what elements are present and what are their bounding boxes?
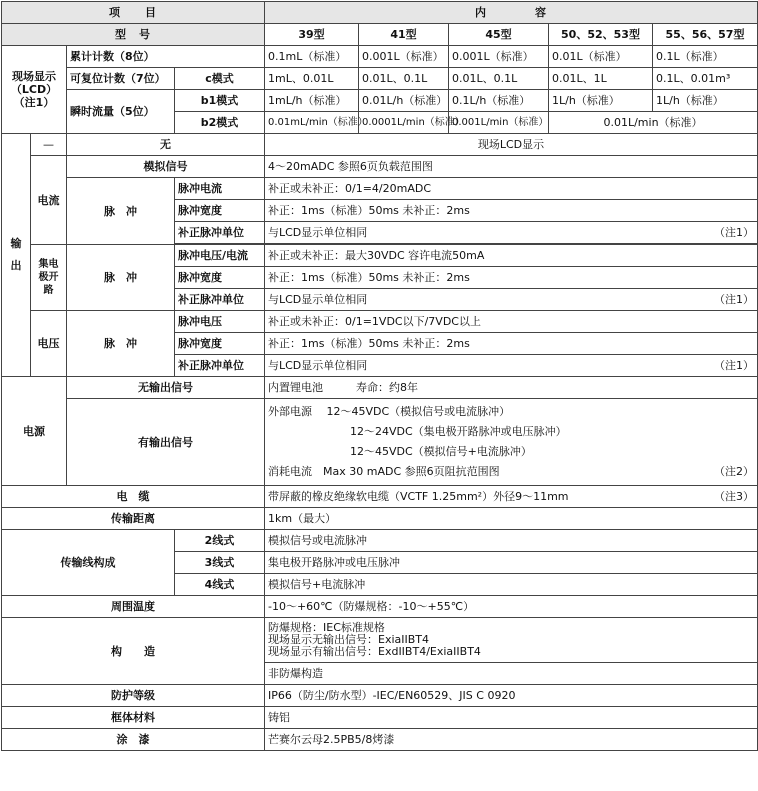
header-item: 项 目 xyxy=(2,2,265,24)
distance-value: 1km（最大） xyxy=(265,508,758,530)
oc-pulse-label: 脉 冲 xyxy=(67,245,175,311)
v-pulse-row-1 xyxy=(2,311,758,333)
v-pulse-k2: 补正脉冲单位 xyxy=(175,355,265,377)
power-with-output-label: 有输出信号 xyxy=(67,399,265,486)
v-pulse-v1: 补正：1ms（标准）50ms 未补正：2ms xyxy=(265,333,758,355)
lcd-reset-v4: 0.1L、0.01m³ xyxy=(653,68,758,90)
cur-pulse-k1: 脉冲宽度 xyxy=(175,200,265,222)
model-39: 39型 xyxy=(265,24,359,46)
note-label: （注2） xyxy=(714,465,755,478)
lcd-reset-v3: 0.01L、1L xyxy=(549,68,653,90)
wiring-v2: 模拟信号+电流脉冲 xyxy=(265,574,758,596)
lcd-b2-v1: 0.0001L/min（标准） xyxy=(359,112,449,134)
distance-label: 传输距离 xyxy=(2,508,265,530)
lcd-b2-mode: b2模式 xyxy=(175,112,265,134)
lcd-total-v0: 0.1mL（标准） xyxy=(265,46,359,68)
model-50: 50、52、53型 xyxy=(549,24,653,46)
lcd-b1-v4: 1L/h（标准） xyxy=(653,90,758,112)
v-pulse-k0: 脉冲电压 xyxy=(175,311,265,333)
spec-table xyxy=(1,1,758,751)
cur-pulse-k2: 补正脉冲单位 xyxy=(175,222,265,244)
v-pulse-v0: 补正或未补正：0/1=1VDC以下/7VDC以上 xyxy=(265,311,758,333)
lcd-reset-v1: 0.01L、0.1L xyxy=(359,68,449,90)
lcd-b1-row xyxy=(2,90,758,112)
oc-pulse-k0: 脉冲电压/电流 xyxy=(175,245,265,267)
paint-value: 芒赛尔云母2.5PB5/8烤漆 xyxy=(265,729,758,751)
power-no-output-label: 无输出信号 xyxy=(67,377,265,399)
body-value: 铸铝 xyxy=(265,707,758,729)
cur-pulse-row-1 xyxy=(2,178,758,200)
output-none-dash: — xyxy=(31,134,67,156)
body-row xyxy=(2,707,758,729)
construction-label: 构 造 xyxy=(2,618,265,685)
construction-non-ex: 非防爆构造 xyxy=(265,663,758,685)
wiring-v0: 模拟信号或电流脉冲 xyxy=(265,530,758,552)
oc-pulse-v1: 补正：1ms（标准）50ms 未补正：2ms xyxy=(265,267,758,289)
cable-value: 带屏蔽的橡皮绝缘软电缆（VCTF 1.25mm²）外径9～11mm （注3） xyxy=(265,486,758,508)
protection-row xyxy=(2,685,758,707)
lcd-instant-label: 瞬时流量（5位） xyxy=(67,90,175,134)
distance-row xyxy=(2,508,758,530)
lcd-b1-v2: 0.1L/h（标准） xyxy=(449,90,549,112)
lcd-total-label: 累计计数（8位） xyxy=(67,46,265,68)
note-label: （注1） xyxy=(714,359,755,372)
note-label: （注3） xyxy=(714,490,755,503)
wiring-k0: 2线式 xyxy=(175,530,265,552)
current-label: 电流 xyxy=(31,156,67,245)
power-no-output-value: 内置锂电池 寿命：约8年 xyxy=(265,377,758,399)
paint-row xyxy=(2,729,758,751)
wiring-label: 传输线构成 xyxy=(2,530,175,596)
output-none-label: 无 xyxy=(67,134,265,156)
oc-pulse-k2: 补正脉冲单位 xyxy=(175,289,265,311)
oc-pulse-k1: 脉冲宽度 xyxy=(175,267,265,289)
wiring-v1: 集电极开路脉冲或电压脉冲 xyxy=(265,552,758,574)
protection-label: 防护等级 xyxy=(2,685,265,707)
analog-value: 4～20mADC 参照6页负载范围图 xyxy=(265,156,758,178)
cur-pulse-k0: 脉冲电流 xyxy=(175,178,265,200)
lcd-b1-mode: b1模式 xyxy=(175,90,265,112)
oc-pulse-v2: 与LCD显示单位相同 （注1） xyxy=(265,289,758,311)
construction-value: 防爆规格：IEC标准规格 现场显示无输出信号：ExiaIIBT4 现场显示有输出信号：ExdIIBT4/ExiaIIBT4 xyxy=(265,618,758,663)
cur-pulse-v1: 补正：1ms（标准）50ms 未补正：2ms xyxy=(265,200,758,222)
v-pulse-v2: 与LCD显示单位相同 （注1） xyxy=(265,355,758,377)
lcd-b2-v3: 0.01L/min（标准） xyxy=(549,112,758,134)
v-pulse-k1: 脉冲宽度 xyxy=(175,333,265,355)
oc-pulse-v0: 补正或未补正：最大30VDC 容许电流50mA xyxy=(265,245,758,267)
model-label: 型 号 xyxy=(2,24,265,46)
lcd-total-row xyxy=(2,46,758,68)
model-row xyxy=(2,24,758,46)
temp-row xyxy=(2,596,758,618)
wiring-k1: 3线式 xyxy=(175,552,265,574)
temp-label: 周围温度 xyxy=(2,596,265,618)
lcd-reset-v0: 1mL、0.01L xyxy=(265,68,359,90)
model-45: 45型 xyxy=(449,24,549,46)
lcd-reset-row xyxy=(2,68,758,90)
cur-pulse-v0: 补正或未补正：0/1=4/20mADC xyxy=(265,178,758,200)
note-label: （注1） xyxy=(714,293,755,306)
temp-value: -10～+60℃（防爆规格：-10～+55℃） xyxy=(265,596,758,618)
power-row-1 xyxy=(2,377,758,399)
lcd-group-label: 现场显示 （LCD） （注1） xyxy=(2,46,67,134)
voltage-label: 电压 xyxy=(31,311,67,377)
output-group-label: 输 出 xyxy=(2,134,31,377)
output-none-row xyxy=(2,134,758,156)
lcd-b1-v0: 1mL/h（标准） xyxy=(265,90,359,112)
cable-row xyxy=(2,486,758,508)
lcd-b1-v1: 0.01L/h（标准） xyxy=(359,90,449,112)
note-label: （注1） xyxy=(714,226,755,239)
oc-pulse-row-1 xyxy=(2,245,758,267)
oc-label: 集电极开路 xyxy=(31,245,67,311)
output-none-value: 现场LCD显示 xyxy=(265,134,758,156)
analog-row xyxy=(2,156,758,178)
lcd-total-v2: 0.001L（标准） xyxy=(449,46,549,68)
cur-pulse-label: 脉 冲 xyxy=(67,178,175,245)
model-55: 55、56、57型 xyxy=(653,24,758,46)
wiring-k2: 4线式 xyxy=(175,574,265,596)
protection-value: IP66（防尘/防水型）-IEC/EN60529、JIS C 0920 xyxy=(265,685,758,707)
lcd-reset-label: 可复位计数（7位） xyxy=(67,68,175,90)
power-with-output-value: 外部电源 12～45VDC（模拟信号或电流脉冲） 12～24VDC（集电极开路脉冲或电压脉冲） 12～45VDC（模拟信号+电流脉冲） 消耗电流 Max 30 mADC 参照6页阻抗范围图 （注2） xyxy=(265,399,758,486)
power-label: 电源 xyxy=(2,377,67,486)
lcd-total-v1: 0.001L（标准） xyxy=(359,46,449,68)
wiring-row-1 xyxy=(2,530,758,552)
lcd-b2-v0: 0.01mL/min（标准） xyxy=(265,112,359,134)
power-row-2 xyxy=(2,399,758,486)
lcd-total-v3: 0.01L（标准） xyxy=(549,46,653,68)
body-label: 框体材料 xyxy=(2,707,265,729)
lcd-reset-v2: 0.01L、0.1L xyxy=(449,68,549,90)
lcd-b2-v2: 0.001L/min（标准） xyxy=(449,112,549,134)
header-content: 内 容 xyxy=(265,2,758,24)
header-row xyxy=(2,2,758,24)
model-41: 41型 xyxy=(359,24,449,46)
cable-label: 电 缆 xyxy=(2,486,265,508)
v-pulse-label: 脉 冲 xyxy=(67,311,175,377)
lcd-total-v4: 0.1L（标准） xyxy=(653,46,758,68)
lcd-reset-mode: c模式 xyxy=(175,68,265,90)
lcd-b1-v3: 1L/h（标准） xyxy=(549,90,653,112)
construction-row-1 xyxy=(2,618,758,663)
cur-pulse-v2: 与LCD显示单位相同 （注1） xyxy=(265,222,758,244)
paint-label: 涂 漆 xyxy=(2,729,265,751)
analog-label: 模拟信号 xyxy=(67,156,265,178)
